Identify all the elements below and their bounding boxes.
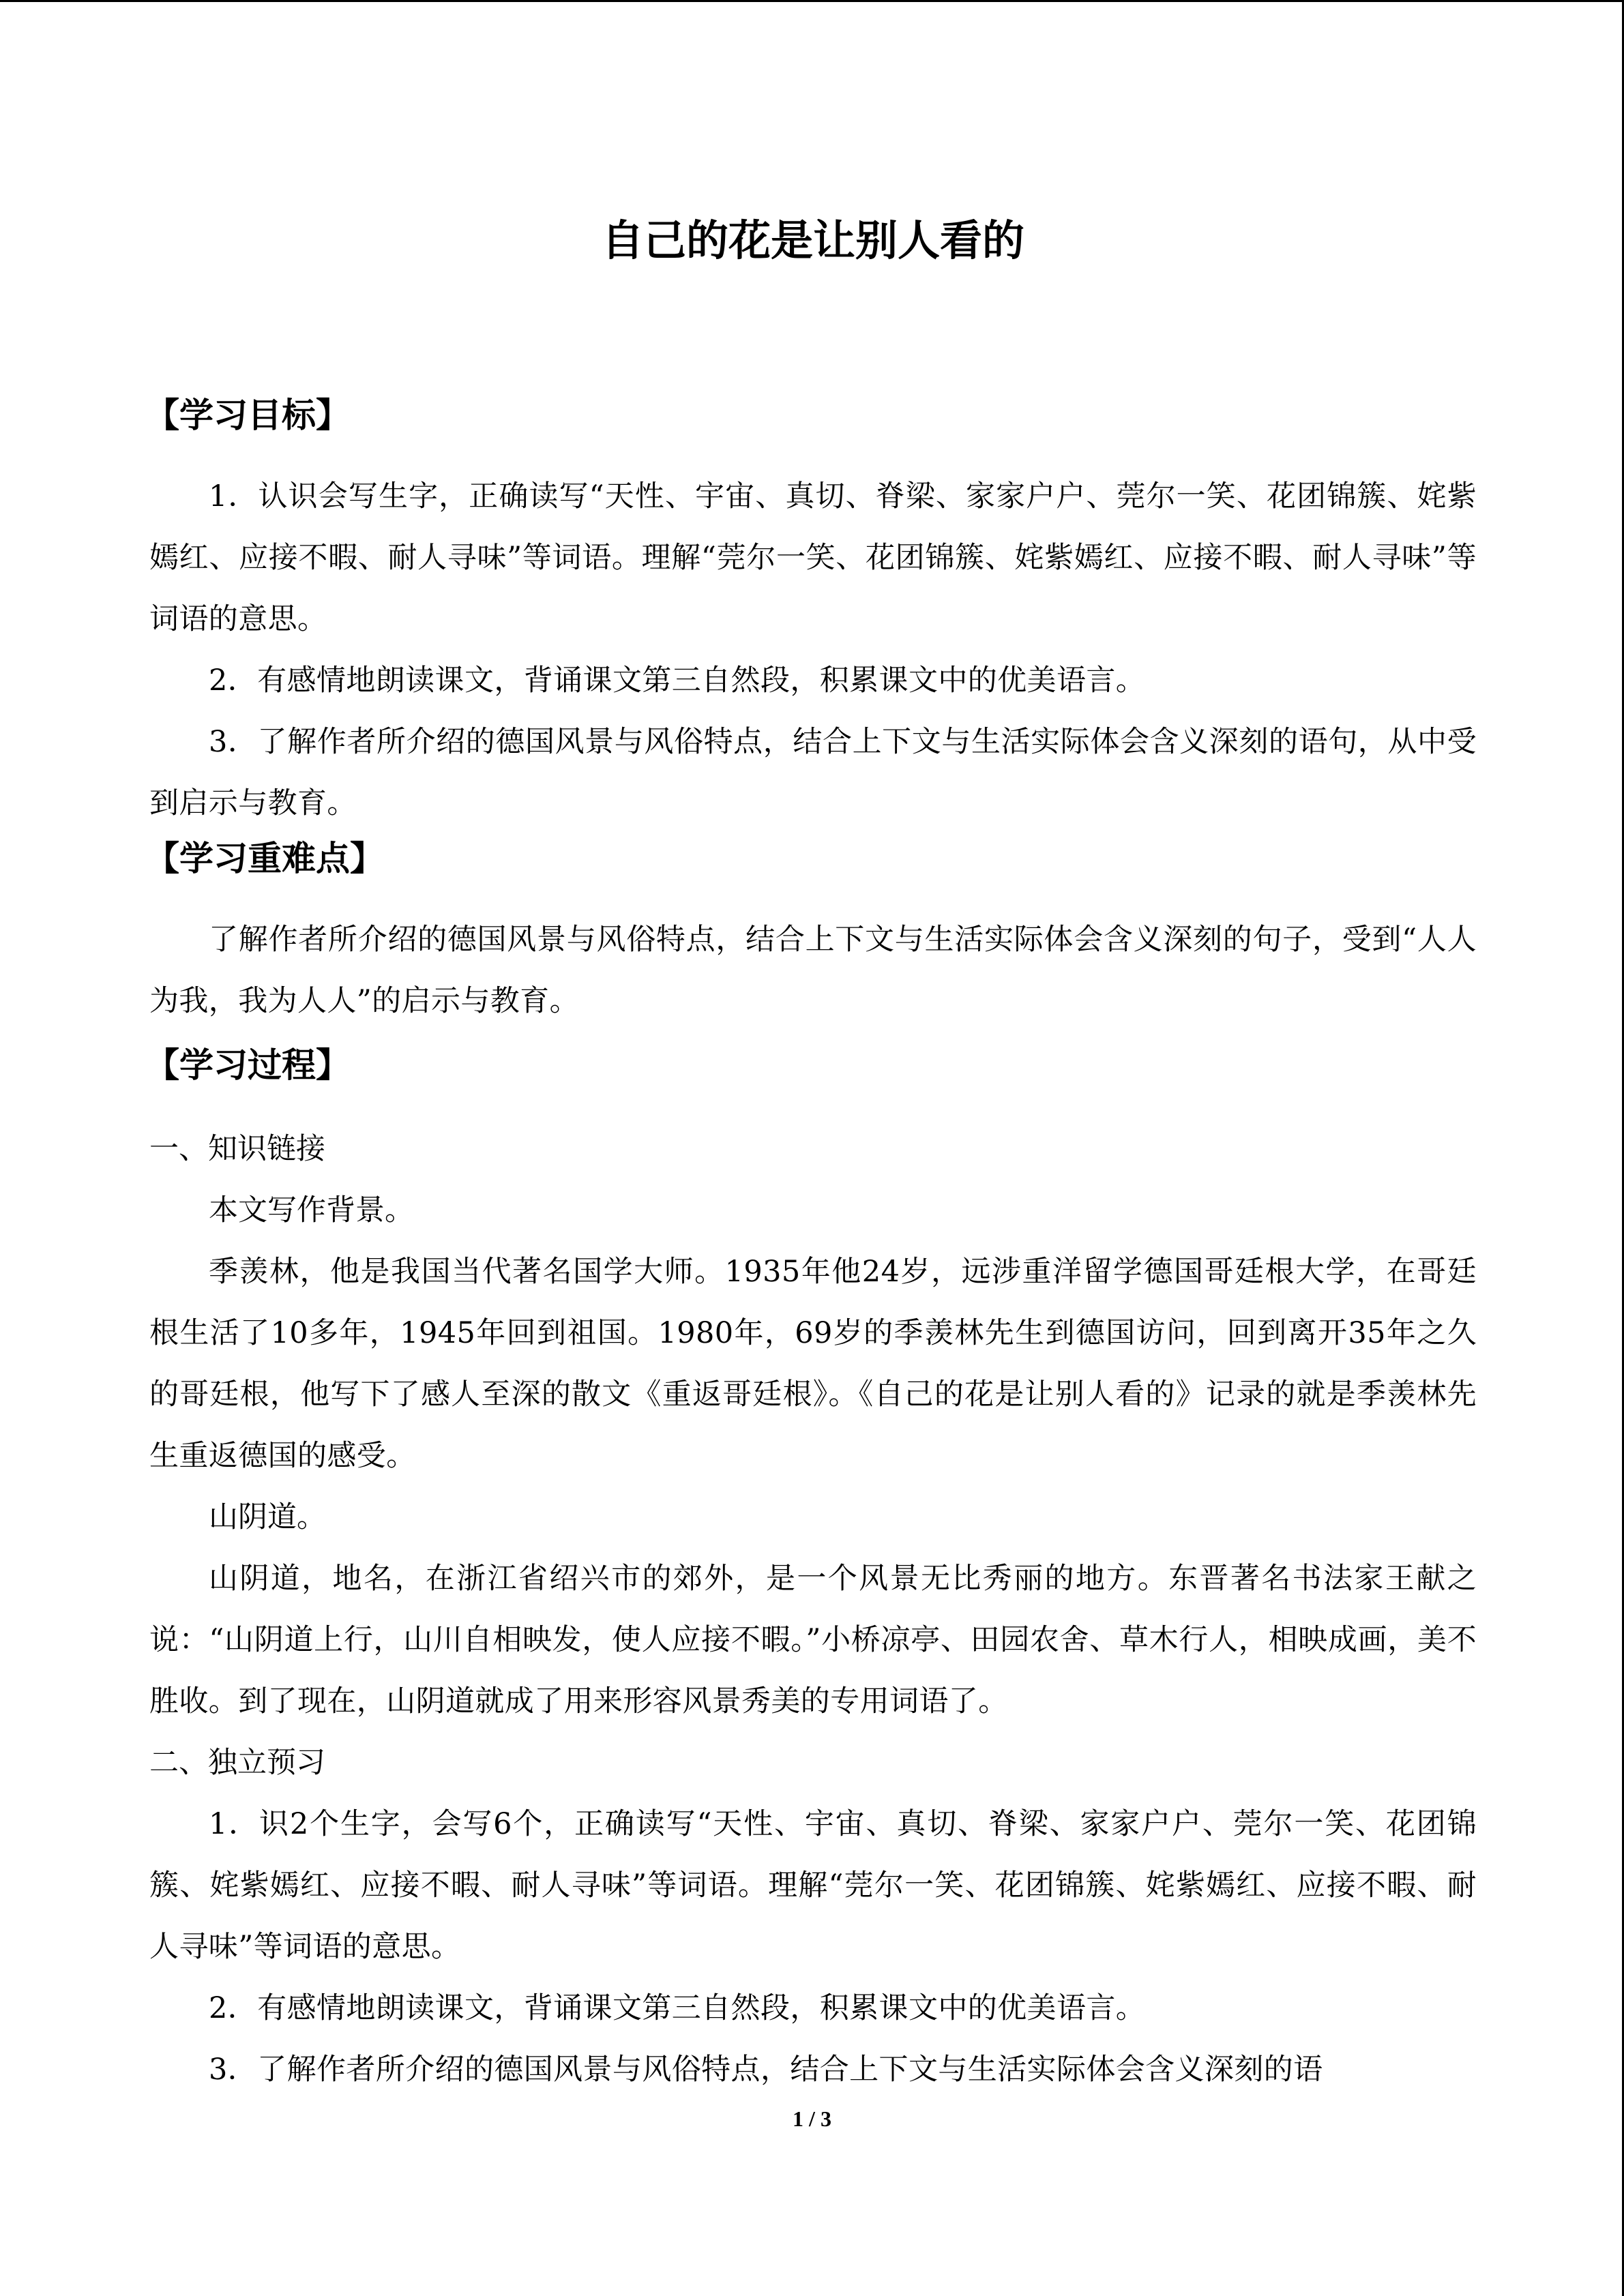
- heading-key-points: 【学习重难点】: [145, 839, 384, 878]
- preview-item-3: 3．了解作者所介绍的德国风景与风俗特点，结合上下文与生活实际体会含义深刻的语: [209, 2053, 1323, 2087]
- goal-item-1: 1．认识会写生字，正确读写“天性、宇宙、真切、脊梁、家家户户、莞尔一笑、花团锦簇、姹紫嫣红、应接不暇、耐人寻味”等词语。理解“莞尔一笑、花团锦簇、姹紫嫣红、应接不暇、耐人寻味”等词语的意思。: [149, 479, 1477, 636]
- part1-heading: 一、知识链接: [149, 1132, 325, 1166]
- heading-learning-process: 【学习过程】: [145, 1045, 350, 1085]
- document-title: 自己的花是让别人看的: [601, 215, 1024, 265]
- background-label: 本文写作背景。: [209, 1193, 414, 1227]
- key-points-text: 了解作者所介绍的德国风景与风俗特点，结合上下文与生活实际体会含义深刻的句子，受到“人人为我，我为人人”的启示与教育。: [149, 923, 1477, 1018]
- preview-item-2: 2．有感情地朗读课文，背诵课文第三自然段，积累课文中的优美语言。: [209, 1991, 1146, 2025]
- background-text: 季羡林，他是我国当代著名国学大师。1935年他24岁，远涉重洋留学德国哥廷根大学，在哥廷根生活了10多年，1945年回到祖国。1980年，69岁的季羡林先生到德国访问，回到离开35年之久的哥廷根，他写下了感人至深的散文《重返哥廷根》。《自己的花是让别人看的》记录的就是季羡林先生重返德国的感受。: [149, 1255, 1477, 1473]
- goal-item-2: 2．有感情地朗读课文，背诵课文第三自然段，积累课文中的优美语言。: [209, 664, 1146, 698]
- shanyin-label: 山阴道。: [209, 1500, 326, 1534]
- goal-item-3: 3．了解作者所介绍的德国风景与风俗特点，结合上下文与生活实际体会含义深刻的语句，从中受到启示与教育。: [149, 725, 1477, 820]
- part2-heading: 二、独立预习: [149, 1746, 325, 1780]
- preview-item-1: 1．识2个生字，会写6个，正确读写“天性、宇宙、真切、脊梁、家家户户、莞尔一笑、花团锦簇、姹紫嫣红、应接不暇、耐人寻味”等词语。理解“莞尔一笑、花团锦簇、姹紫嫣红、应接不暇、耐人寻味”等词语的意思。: [149, 1807, 1477, 1964]
- page-number: 1 / 3: [793, 2106, 831, 2131]
- shanyin-text: 山阴道，地名，在浙江省绍兴市的郊外，是一个风景无比秀丽的地方。东晋著名书法家王献之说：“山阴道上行，山川自相映发，使人应接不暇。”小桥凉亭、田园农舍、草木行人，相映成画，美不胜收。到了现在，山阴道就成了用来形容风景秀美的专用词语了。: [149, 1562, 1477, 1718]
- heading-learning-goals: 【学习目标】: [145, 396, 350, 435]
